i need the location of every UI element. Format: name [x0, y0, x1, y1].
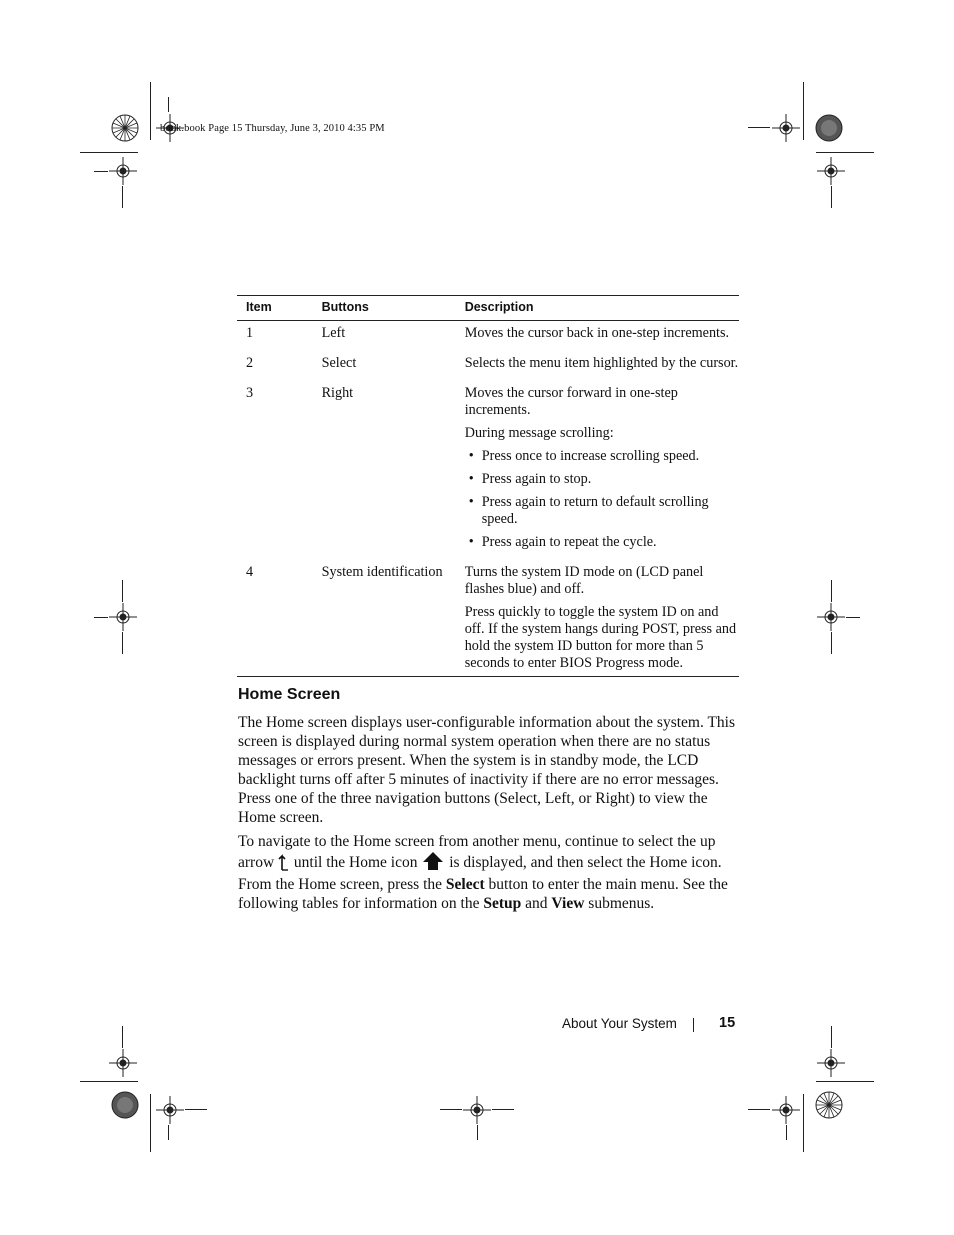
navigate-text-c: is displayed, and then select the Home icon.: [449, 854, 722, 871]
row-item: 3: [246, 385, 254, 401]
row-button: Left: [321, 325, 346, 341]
description-text: Selects the menu item highlighted by the cursor.: [464, 355, 739, 371]
row-description: [465, 560, 739, 677]
row-item: 4: [237, 560, 322, 677]
row-button: Right: [321, 385, 354, 401]
description-text: Press quickly to toggle the system ID on and off. If the system hangs during POST, press and hold the system ID button for more than 5 seconds to enter BIOS Progress mode.: [464, 604, 737, 671]
setup-term: Setup: [483, 895, 522, 912]
registration-target-icon: [771, 1095, 801, 1125]
registration-wheel-icon: [804, 1080, 854, 1130]
row-description: [465, 351, 739, 381]
section-heading: Home Screen: [238, 686, 341, 703]
home-screen-paragraph: The Home screen displays user-configurable information about the system. This screen is displayed during normal system operation when there are no status messages or errors present. When the system is in standby mode, the LCD backlight turns off after 5 minutes of inactivity if there are no error messages. Press one of the three navigation buttons (Select, Left, or Right) to view the Home screen.: [238, 714, 735, 826]
footer-divider: [693, 1018, 694, 1032]
menu-text-and: and: [525, 895, 548, 912]
row-button: Select: [321, 355, 357, 371]
home-icon: [421, 851, 445, 876]
menu-text-a: From the Home screen, press the: [238, 876, 443, 893]
column-header-item: Item: [237, 296, 322, 321]
scrolling-bullet-list: [465, 448, 739, 551]
column-header-buttons: Buttons: [322, 296, 465, 321]
registration-target-icon: [816, 602, 846, 632]
description-text: Moves the cursor back in one-step increments.: [464, 325, 730, 341]
list-item: • Press again to return to default scrolling speed.: [482, 494, 739, 528]
navigate-text-b: until the Home icon: [293, 854, 418, 871]
row-description: [465, 321, 739, 352]
table-row: [237, 351, 739, 381]
buttons-table: [237, 295, 739, 677]
registration-dot-icon: [100, 1080, 150, 1130]
description-text: Moves the cursor forward in one-step increments.: [464, 385, 678, 418]
select-term: Select: [445, 876, 485, 893]
description-text: Turns the system ID mode on (LCD panel flashes blue) and off.: [464, 564, 704, 597]
view-term: View: [551, 895, 585, 912]
row-item: 2: [246, 355, 254, 371]
up-arrow-icon: [278, 853, 290, 876]
table-row: [237, 560, 739, 677]
menu-text-c: submenus.: [588, 895, 655, 912]
description-text: During message scrolling:: [464, 425, 614, 441]
list-item: • Press again to stop.: [482, 471, 739, 488]
column-header-description: Description: [465, 296, 739, 321]
row-description: [465, 381, 739, 560]
registration-dot-icon: [804, 100, 854, 150]
table-row: [237, 321, 739, 352]
menu-text-b: button to enter the main menu. See the following tables for information on the: [238, 876, 728, 912]
registration-target-icon: [462, 1095, 492, 1125]
navigate-paragraph: [238, 832, 738, 876]
registration-target-icon: [108, 156, 138, 186]
registration-target-icon: [108, 602, 138, 632]
table-row: [237, 381, 739, 560]
print-slug: book.book Page 15 Thursday, June 3, 2010 4:35 PM: [160, 123, 385, 134]
list-item: • Press once to increase scrolling speed.: [482, 448, 739, 465]
footer-section-title: About Your System: [562, 1016, 677, 1031]
registration-target-icon: [816, 156, 846, 186]
row-button: System identification: [322, 560, 465, 677]
page-number: 15: [719, 1015, 736, 1031]
registration-target-icon: [155, 1095, 185, 1125]
registration-target-icon: [771, 113, 801, 143]
registration-wheel-icon: [100, 100, 150, 150]
table-header-row: [237, 296, 739, 321]
row-item: 1: [246, 325, 254, 341]
menu-paragraph: [238, 875, 738, 913]
registration-target-icon: [816, 1048, 846, 1078]
registration-target-icon: [108, 1048, 138, 1078]
list-item: • Press again to repeat the cycle.: [482, 534, 739, 551]
navigate-text-a: To navigate to the Home screen from another menu, continue to select the up arrow: [238, 833, 716, 871]
